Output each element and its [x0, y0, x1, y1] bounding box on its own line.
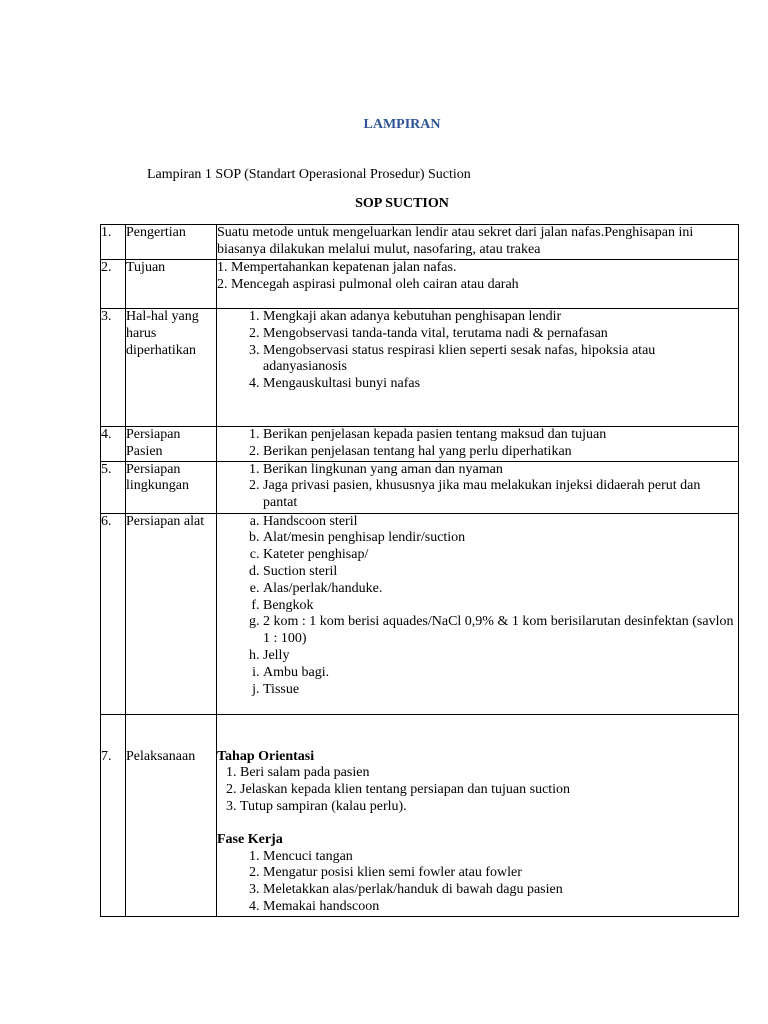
- work-phase-list: [217, 849, 738, 916]
- definition-text: Suatu metode untuk mengeluarkan lendir atau sekret dari jalan nafas.Penghisapan ini biasanya dilakukan melalui mulut, nasofaring, atau trakea: [217, 225, 694, 257]
- work-phase-heading: Fase Kerja: [217, 831, 283, 847]
- list-item: 3. Mengobservasi status respirasi klien seperti sesak nafas, hipoksia atau adanyasianosis: [263, 343, 738, 377]
- list-item: j. Tissue: [263, 682, 738, 699]
- patient-preparation-list: [217, 427, 738, 461]
- row-number: 3.: [101, 309, 126, 427]
- document-subtitle: Lampiran 1 SOP (Standart Operasional Prosedur) Suction: [147, 167, 471, 182]
- row-content: [217, 461, 739, 513]
- list-item: 1. Berikan penjelasan kepada pasien tentang maksud dan tujuan: [263, 427, 738, 444]
- document-heading: LAMPIRAN: [363, 117, 441, 132]
- list-item: 1. Beri salam pada pasien: [240, 765, 738, 782]
- row-content: [217, 427, 739, 462]
- list-item: a. Handscoon steril: [263, 514, 738, 531]
- row-label: Tujuan: [126, 260, 217, 309]
- environment-preparation-list: [217, 462, 738, 512]
- list-item: 1. Mencuci tangan: [263, 849, 738, 866]
- list-item: d. Suction steril: [263, 564, 738, 581]
- orientation-heading: Tahap Orientasi: [217, 748, 315, 764]
- table-row: [101, 260, 739, 309]
- list-item: c. Kateter penghisap/: [263, 547, 738, 564]
- list-item: 4. Mengauskultasi bunyi nafas: [263, 376, 738, 393]
- list-item: g. 2 kom : 1 kom berisi aquades/NaCl 0,9% & 1 kom berisilarutan desinfektan (savlon 1 : 100): [263, 614, 738, 648]
- row-content: [217, 225, 739, 260]
- row-content: [217, 513, 739, 714]
- row-number: 1.: [101, 225, 126, 260]
- list-item: 2. Mengobservasi tanda-tanda vital, terutama nadi & pernafasan: [263, 326, 738, 343]
- list-item: e. Alas/perlak/handuke.: [263, 581, 738, 598]
- sop-table: [100, 224, 739, 917]
- table-row: [101, 427, 739, 462]
- list-item: 3. Meletakkan alas/perlak/handuk di bawah dagu pasien: [263, 882, 738, 899]
- row-label: Hal-hal yang harus diperhatikan: [126, 309, 217, 427]
- row-number: 7.: [101, 714, 126, 916]
- list-item: 2. Mengatur posisi klien semi fowler atau fowler: [263, 865, 738, 882]
- orientation-list: [217, 765, 738, 815]
- list-item: h. Jelly: [263, 648, 738, 665]
- list-item: 4. Memakai handscoon: [263, 899, 738, 916]
- table-row: [101, 309, 739, 427]
- table-row: [101, 714, 739, 916]
- list-item: 2. Jelaskan kepada klien tentang persiapan dan tujuan suction: [240, 782, 738, 799]
- row-label: Pengertian: [126, 225, 217, 260]
- list-item: 2. Mencegah aspirasi pulmonal oleh cairan atau darah: [217, 276, 519, 292]
- list-item: 3. Tutup sampiran (kalau perlu).: [240, 799, 738, 816]
- row-content: [217, 714, 739, 916]
- row-content: [217, 309, 739, 427]
- row-label: Persiapan alat: [126, 513, 217, 714]
- list-item: 2. Jaga privasi pasien, khususnya jika mau melakukan injeksi didaerah perut dan pantat: [263, 478, 738, 512]
- row-number: 2.: [101, 260, 126, 309]
- list-item: 1. Mempertahankan kepatenan jalan nafas.: [217, 260, 457, 275]
- list-item: i. Ambu bagi.: [263, 665, 738, 682]
- considerations-list: [217, 309, 738, 393]
- list-item: 1. Berikan lingkunan yang aman dan nyaman: [263, 462, 738, 479]
- table-row: [101, 461, 739, 513]
- row-number: 6.: [101, 513, 126, 714]
- table-row: [101, 513, 739, 714]
- row-content: [217, 260, 739, 309]
- list-item: 1. Mengkaji akan adanya kebutuhan penghisapan lendir: [263, 309, 738, 326]
- table-row: [101, 225, 739, 260]
- sop-title: SOP SUCTION: [355, 196, 449, 211]
- row-number: 5.: [101, 461, 126, 513]
- row-label: Pelaksanaan: [126, 714, 217, 916]
- list-item: 2. Berikan penjelasan tentang hal yang perlu diperhatikan: [263, 444, 738, 461]
- row-label: Persiapan Pasien: [126, 427, 217, 462]
- list-item: f. Bengkok: [263, 598, 738, 615]
- row-label: Persiapan lingkungan: [126, 461, 217, 513]
- row-number: 4.: [101, 427, 126, 462]
- equipment-list: [217, 514, 738, 699]
- list-item: b. Alat/mesin penghisap lendir/suction: [263, 530, 738, 547]
